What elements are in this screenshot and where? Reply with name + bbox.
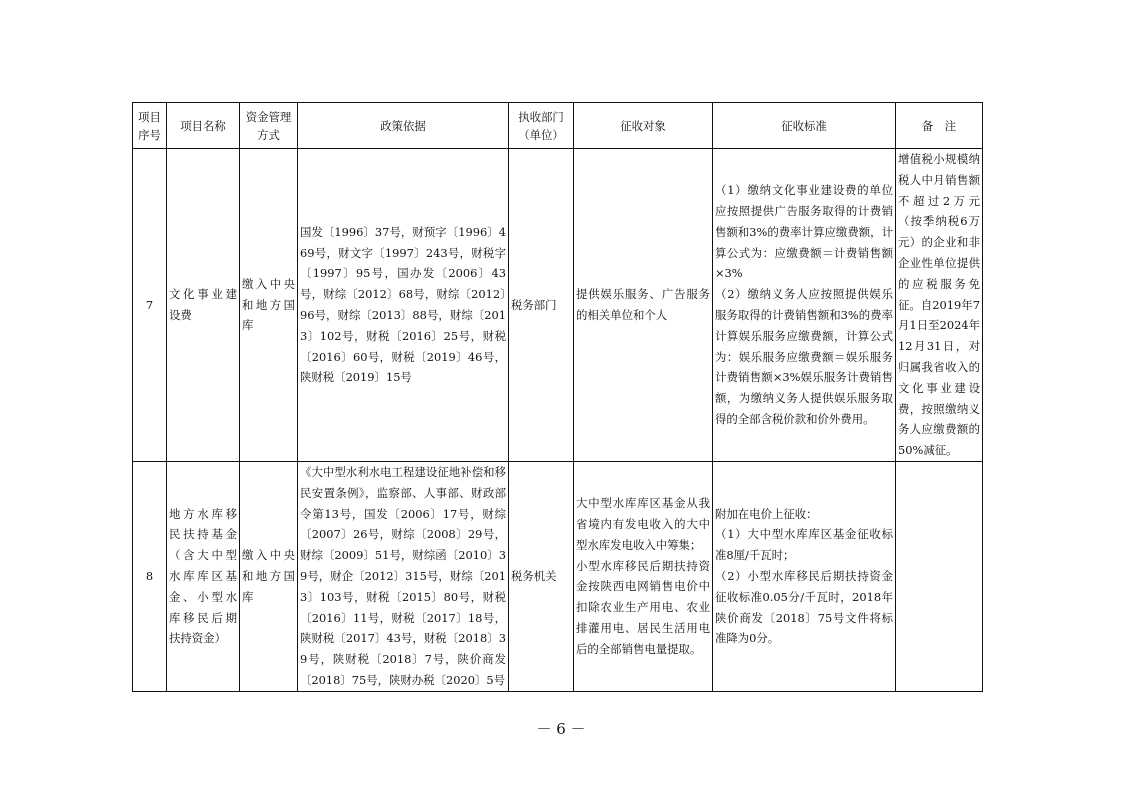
row-seq: 8 [133, 461, 167, 691]
header-policy: 政策依据 [298, 103, 509, 149]
row-seq: 7 [133, 149, 167, 462]
row-remark [896, 461, 983, 691]
row-object: 提供娱乐服务、广告服务的相关单位和个人 [574, 149, 713, 462]
table-row [133, 149, 983, 462]
header-remark: 备 注 [896, 103, 983, 149]
header-seq: 项目 序号 [133, 103, 167, 149]
row-name: 文化事业建设费 [167, 149, 240, 462]
row-mgmt: 缴入中央和地方国库 [240, 461, 298, 691]
header-standard: 征收标准 [713, 103, 896, 149]
row-dept: 税务部门 [509, 149, 574, 462]
row-dept: 税务机关 [509, 461, 574, 691]
row-remark: 增值税小规模纳税人中月销售额不超过2万元（按季纳税6万元）的企业和非企业性单位提供的应税服务免征。自2019年7月1日至2024年12月31日，对归属我省收入的文化事业建设费，按照缴纳义务人应缴费额的50%减征。 [896, 149, 983, 462]
header-name: 项目名称 [167, 103, 240, 149]
row-object: 大中型水库库区基金从我省境内有发电收入的大中型水库发电收入中筹集； 小型水库移民后期扶持资金按陕西电网销售电价中扣除农业生产用电、农业排灌用电、居民生活用电后的全部销售电量提取。 [574, 461, 713, 691]
header-object: 征收对象 [574, 103, 713, 149]
header-mgmt: 资金管理 方式 [240, 103, 298, 149]
row-policy: 国发〔1996〕37号，财预字〔1996〕469号，财文字〔1997〕243号，财税字〔1997〕95号，国办发〔2006〕43号，财综〔2012〕68号，财综〔2012〕96号，财综〔2013〕88号，财综〔2013〕102号，财税〔2016〕25号，财税〔2016〕60号，财税〔2019〕46号，陕财税〔2019〕15号 [298, 149, 509, 462]
row-standard: （1）缴纳文化事业建设费的单位应按照提供广告服务取得的计费销售额和3%的费率计算应缴费额，计算公式为：应缴费额＝计费销售额×3% （2）缴纳义务人应按照提供娱乐服务取得的计费销售额和3%的费率计算娱乐服务应缴费额，计算公式为：娱乐服务应缴费额＝娱乐服务计费销售额×3%娱乐服务计费销售额，为缴纳义务人提供娱乐服务取得的全部含税价款和价外费用。 [713, 149, 896, 462]
header-dept: 执收部门 （单位） [509, 103, 574, 149]
table-row [133, 461, 983, 691]
table-header-row [133, 103, 983, 149]
row-name: 地方水库移民扶持基金（含大中型水库库区基金、小型水库移民后期扶持资金） [167, 461, 240, 691]
row-policy: 《大中型水利水电工程建设征地补偿和移民安置条例》，监察部、人事部、财政部令第13号，国发〔2006〕17号，财综〔2007〕26号，财综〔2008〕29号，财综〔2009〕51号，财综函〔2010〕39号，财企〔2012〕315号，财综〔2013〕103号，财税〔2015〕80号，财税〔2016〕11号，财税〔2017〕18号，陕财税〔2017〕43号，财税〔2018〕39号，陕财税〔2018〕7号，陕价商发〔2018〕75号，陕财办税〔2020〕5号 [298, 461, 509, 691]
row-standard: 附加在电价上征收： （1）大中型水库库区基金征收标准8厘/千瓦时； （2）小型水库移民后期扶持资金征收标准0.05分/千瓦时，2018年陕价商发〔2018〕75号文件将标准降为0分。 [713, 461, 896, 691]
fee-table [132, 102, 983, 692]
row-mgmt: 缴入中央和地方国库 [240, 149, 298, 462]
page-number: － 6 － [536, 720, 586, 738]
